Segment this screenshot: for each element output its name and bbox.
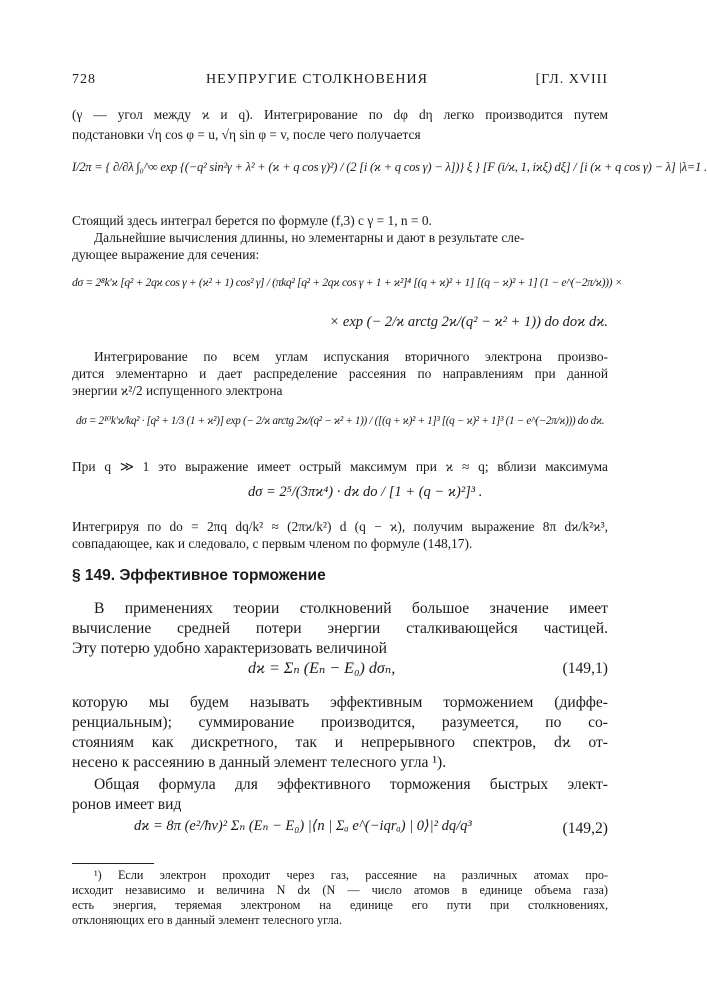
text-line: (γ — угол между ϰ и q). Интегрирование по dφ dη легко производится путем [72,107,608,122]
text-line: ренциальным); суммирование производится, разумеется, по со- [72,714,608,731]
text-line: стояниям как дискретного, так и непрерывного спектров, dϰ от- [72,734,608,751]
equation-number: (149,1) [562,660,608,677]
text-line: Интегрируя по do = 2πq dq/k² ≈ (2πϰ/k²) d (q − ϰ), получим выражение 8π dϰ/k²ϰ³, [72,519,608,534]
formula-fast-electrons: dϰ = 8π (e²/ħv)² Σₙ (Eₙ − E₀) |⟨n | Σₐ e^(−iqrₐ) | 0⟩|² dq/q³ [134,818,472,834]
text-line: дится элементарно и дает распределение рассеяния по направлениям при данной [72,366,608,381]
equation-number: (149,2) [562,820,608,837]
text-line: При q ≫ 1 это выражение имеет острый максимум при ϰ ≈ q; вблизи максимума [72,459,608,474]
text-line: вычисление средней потери энергии сталкивающейся частицей. [72,620,608,637]
footnote-line: отклоняющих его в данный элемент телесного угла. [72,913,343,927]
text-line: Дальнейшие вычисления длинны, но элементарны и дают в результате сле- [94,230,525,245]
footnote-line: исходит независимо и величина N dϰ (N — число атомов в единице объема газа) [72,883,608,897]
formula-angular-distribution: dσ = 2¹⁰k′ϰ/kq² · [q² + 1/3 (1 + ϰ²)] exp (− 2/ϰ arctg 2ϰ/(q² − ϰ² + 1)) / ([(q + ϰ)² + 1]³ [(q − ϰ)² + 1]³ (1 − e^(−2π/ϰ))) do dϰ. [76,415,605,427]
page-number: 728 [72,72,96,87]
book-page [72,0,707,1000]
text-line: несено к рассеянию в данный элемент телесного угла ¹). [72,754,447,771]
footnote-line: ¹) Если электрон проходит через газ, рассеяние на различных атомах про- [94,868,608,882]
text-line: Общая формула для эффективного торможения быстрых элект- [94,776,608,793]
text-line: совпадающее, как и следовало, с первым членом по формуле (148,17). [72,536,473,551]
formula-effective-stopping: dϰ = Σₙ (Eₙ − E₀) dσₙ, [248,660,396,677]
text-line: В применениях теории столкновений большое значение имеет [94,600,608,617]
formula-integral: I/2π = { ∂/∂λ ∫₀^∞ exp {(−q² sin²γ + λ² + (ϰ + q cos γ)²) / (2 [i (ϰ + q cos γ) − λ])} ξ } [F (i/ϰ, 1, iϰξ) dξ] / [i (ϰ + q cos γ) − λ] |λ=1 . [72,160,707,174]
footnote-rule [72,863,154,864]
text-line: энергии ϰ²/2 испущенного электрона [72,383,283,398]
section-title: § 149. Эффективное торможение [72,567,326,584]
text-line: которую мы будем называть эффективным торможением (диффе- [72,694,608,711]
text-line: Эту потерю удобно характеризовать величиной [72,640,387,657]
text-line: Интегрирование по всем углам испускания вторичного электрона произво- [94,349,608,364]
running-title: НЕУПРУГИЕ СТОЛКНОВЕНИЯ [206,72,428,87]
text-line: ронов имеет вид [72,796,182,813]
chapter-label: [ГЛ. XVIII [535,72,608,87]
text-line: Стоящий здесь интеграл берется по формуле (f,3) с γ = 1, n = 0. [72,213,432,228]
footnote-line: есть энергия, теряемая электроном на единице его пути при столкновениях, [72,898,608,912]
formula-cross-section: dσ = 2⁸k′ϰ [q² + 2qϰ cos γ + (ϰ² + 1) cos² γ] / (πkq² [q² + 2qϰ cos γ + 1 + ϰ²]⁴ [(q + ϰ)² + 1] [(q − ϰ)² + 1] (1 − e^(−2π/ϰ))) × [72,276,623,289]
formula-maximum: dσ = 2⁵/(3πϰ⁴) · dϰ do / [1 + (q − ϰ)²]³ . [248,484,483,500]
formula-cross-section-continued: × exp (− 2/ϰ arctg 2ϰ/(q² − ϰ² + 1)) do doϰ dϰ. [329,314,608,330]
text-line: подстановки √η cos φ = u, √η sin φ = v, после чего получается [72,127,421,142]
text-line: дующее выражение для сечения: [72,247,260,262]
